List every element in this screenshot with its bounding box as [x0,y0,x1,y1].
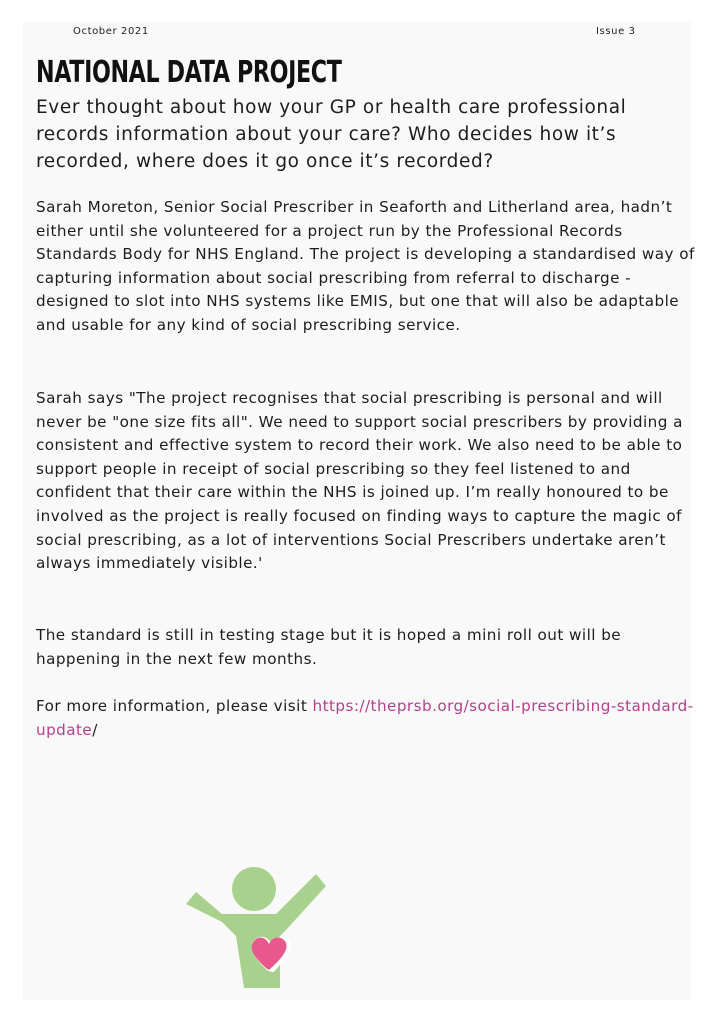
more-info-prefix: For more information, please visit [36,697,313,715]
paragraph-more-info [36,695,696,742]
paragraph-project-overview: Sarah Moreton, Senior Social Prescriber in Seaforth and Litherland area, hadn’t either until she volunteered for a project run by the Professional Records Standards Body for NHS England. The project is developing a standardised way of capturing information about social prescribing from referral to discharge - designed to slot into NHS systems like EMIS, but one that will also be adaptable and usable for any kind of social prescribing service. [36,198,695,334]
article-intro: Ever thought about how your GP or health care professional records information about your care? Who decides how it’s recorded, where does it go once it’s recorded? [36,97,627,172]
paragraph-testing-stage: The standard is still in testing stage but it is hoped a mini roll out will be happening in the next few months. [36,626,622,668]
article-title: NATIONAL DATA PROJECT [36,55,342,90]
more-info-suffix: / [92,720,98,739]
issue-number: Issue 3 [596,26,636,37]
issue-date: October 2021 [73,26,149,37]
paragraph-sarah-quote: Sarah says "The project recognises that social prescribing is personal and will never be "one size fits all". We need to support social prescribers by providing a consistent and effective system to record their work. We also need to be able to support people in receipt of social prescribing so they feel listened to and confident that their care within the NHS is joined up. I’m really honoured to be involved as the project is really focused on finding ways to capture the magic of social prescribing, as a lot of interventions Social Prescribers undertake aren’t always immediately visible.' [36,389,683,573]
prsb-link[interactable]: https://theprsb.org/social-prescribing-standard-update [36,697,694,739]
person-heart-logo-icon [182,862,332,992]
